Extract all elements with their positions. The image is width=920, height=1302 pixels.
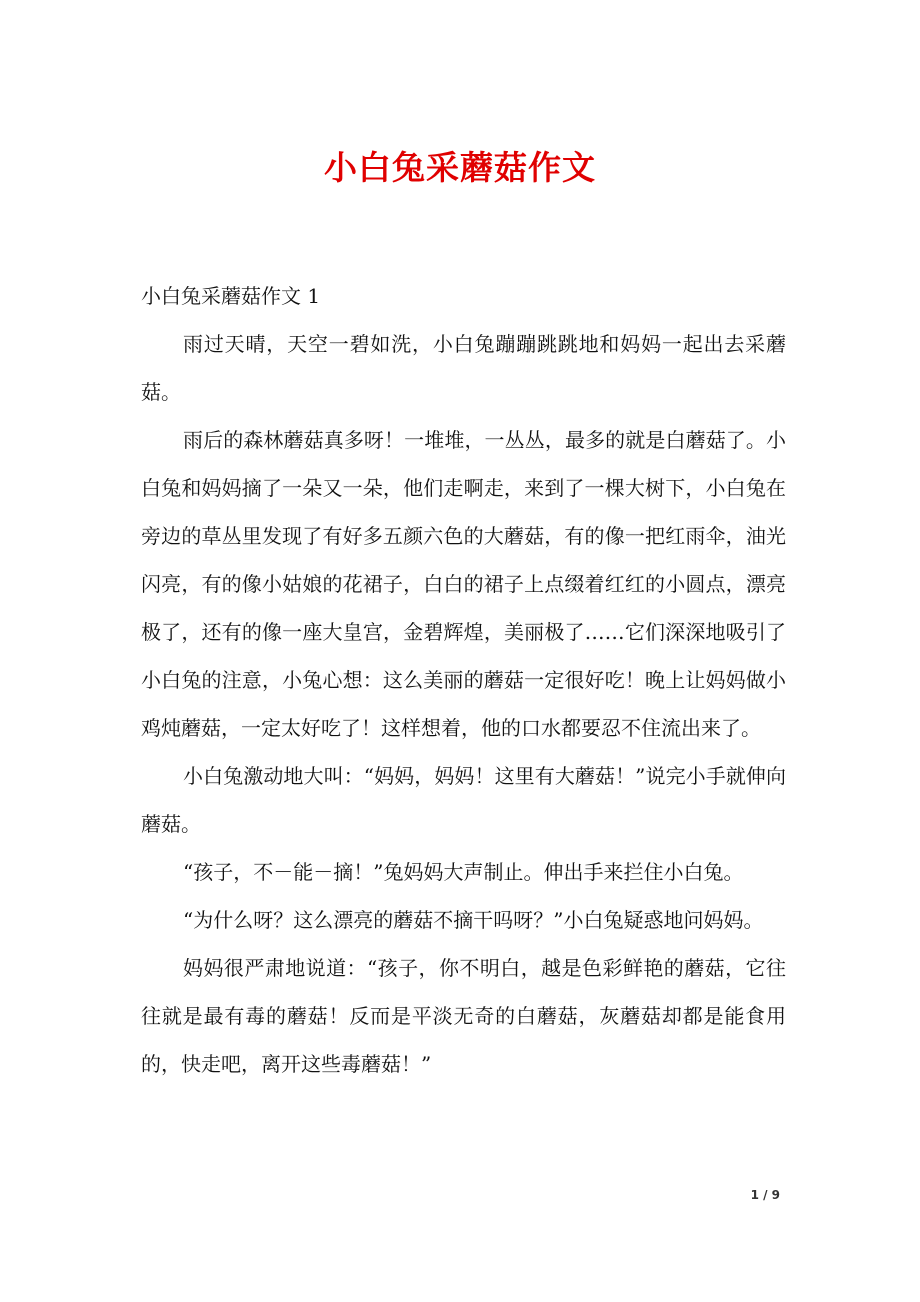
document-title: 小白兔采蘑菇作文 <box>324 148 596 187</box>
section-heading: 小白兔采蘑菇作文 1 <box>141 284 321 308</box>
paragraph: 小白兔激动地大叫：“妈妈，妈妈！这里有大蘑菇！”说完小手就伸向蘑菇。 <box>141 764 786 836</box>
paragraph: 雨后的森林蘑菇真多呀！一堆堆，一丛丛，最多的就是白蘑菇了。小白兔和妈妈摘了一朵又一朵，他们走啊走，来到了一棵大树下，小白兔在旁边的草丛里发现了有好多五颜六色的大蘑菇，有的像一把红雨伞，油光闪亮，有的像小姑娘的花裙子，白白的裙子上点缀着红红的小圆点，漂亮极了，还有的像一座大皇宫，金碧辉煌，美丽极了……它们深深地吸引了小白兔的注意，小兔心想：这么美丽的蘑菇一定很好吃！晚上让妈妈做小鸡炖蘑菇，一定太好吃了！这样想着，他的口水都要忍不住流出来了。 <box>141 428 786 740</box>
paragraph: 雨过天晴，天空一碧如洗，小白兔蹦蹦跳跳地和妈妈一起出去采蘑菇。 <box>141 332 786 404</box>
page-number: 1 / 9 <box>750 1188 780 1202</box>
paragraph: “为什么呀？这么漂亮的蘑菇不摘干吗呀？”小白兔疑惑地问妈妈。 <box>183 908 764 932</box>
paragraph: “孩子，不－能－摘！”兔妈妈大声制止。伸出手来拦住小白兔。 <box>183 860 744 884</box>
document-body <box>141 272 786 1088</box>
paragraph: 妈妈很严肃地说道：“孩子，你不明白，越是色彩鲜艳的蘑菇，它往往就是最有毒的蘑菇！反而是平淡无奇的白蘑菇，灰蘑菇却都是能食用的，快走吧，离开这些毒蘑菇！” <box>141 956 786 1076</box>
